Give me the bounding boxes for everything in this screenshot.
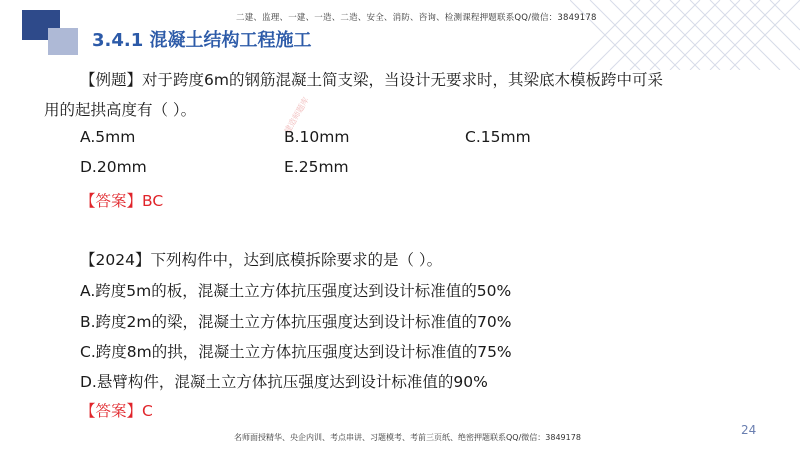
question2-option-d: D.悬臂构件，混凝土立方体抗压强度达到设计标准值的90% — [80, 373, 488, 391]
question1-option-c: C.15mm — [465, 128, 531, 146]
question1-stem-line2: 用的起拱高度有（ ）。 — [44, 101, 197, 119]
header-contact-note: 二建、监理、一建、一造、二造、安全、消防、咨询、检测课程押题联系QQ/微信：3849178 — [236, 13, 597, 23]
question1-option-e: E.25mm — [284, 158, 349, 176]
question2-option-c: C.跨度8m的拱，混凝土立方体抗压强度达到设计标准值的75% — [80, 343, 512, 361]
watermark-text: 建造师题库 — [282, 95, 311, 135]
decor-lattice-pattern — [570, 0, 800, 70]
question1-stem-line1: 【例题】对于跨度6m的钢筋混凝土简支梁，当设计无要求时，其梁底木模板跨中可采 — [80, 71, 663, 89]
question1-option-b: B.10mm — [284, 128, 350, 146]
question2-option-a: A.跨度5m的板，混凝土立方体抗压强度达到设计标准值的50% — [80, 282, 512, 300]
question1-answer: 【答案】BC — [80, 192, 164, 210]
question1-option-d: D.20mm — [80, 158, 147, 176]
question2-answer: 【答案】C — [80, 402, 153, 420]
question2-option-b: B.跨度2m的梁，混凝土立方体抗压强度达到设计标准值的70% — [80, 313, 512, 331]
decor-square-light — [48, 28, 78, 55]
page-number: 24 — [741, 423, 757, 437]
question1-option-a: A.5mm — [80, 128, 136, 146]
section-title: 3.4.1 混凝土结构工程施工 — [92, 30, 312, 51]
footer-contact-note: 名师面授精华、央企内训、考点串讲、习题模考、考前三页纸、绝密押题联系QQ/微信：3849178 — [234, 433, 581, 442]
question2-stem: 【2024】下列构件中，达到底模拆除要求的是（ ）。 — [80, 251, 443, 269]
